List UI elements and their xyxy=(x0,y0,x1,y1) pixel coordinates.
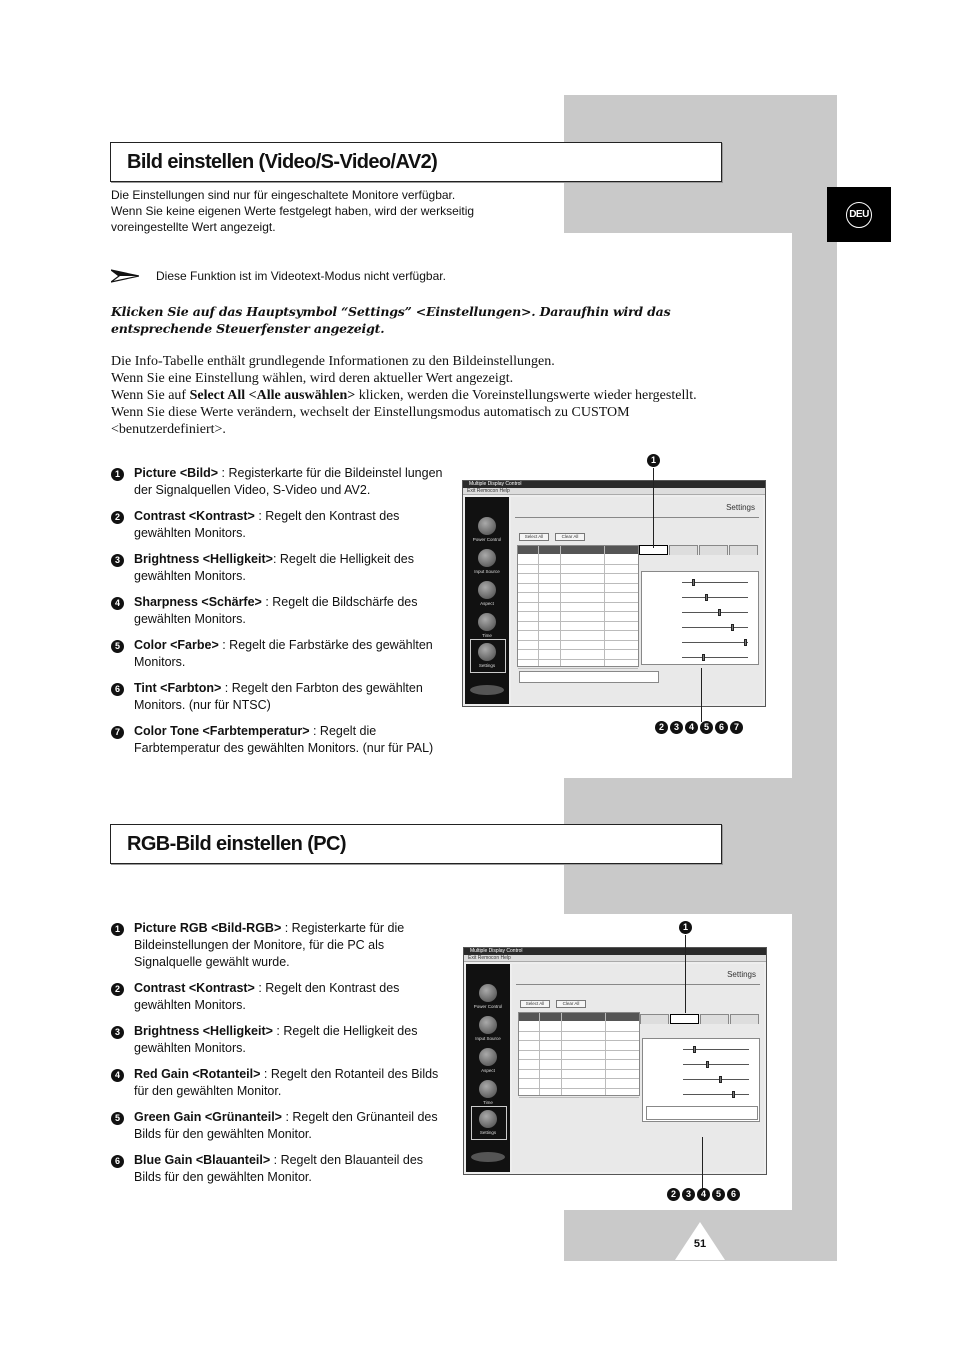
list-number xyxy=(111,637,134,671)
list-number xyxy=(111,1023,134,1057)
slider-handle[interactable] xyxy=(692,579,695,586)
clear-all-button[interactable]: Clear All xyxy=(556,1000,586,1008)
side-panel xyxy=(792,914,837,1210)
info-line: Wenn Sie eine Einstellung wählen, wird deren aktueller Wert angezeigt. xyxy=(111,371,514,386)
list-text xyxy=(134,508,451,542)
settings-label: Settings xyxy=(726,503,755,512)
list-item xyxy=(111,920,451,971)
table-row xyxy=(519,1040,639,1041)
table-row xyxy=(518,621,638,622)
divider xyxy=(516,984,760,985)
input-icon[interactable] xyxy=(479,1016,497,1034)
callout-line xyxy=(702,1137,703,1189)
callout-marker: 2 xyxy=(655,721,668,734)
slider-track[interactable] xyxy=(682,642,748,643)
callout-marker: 1 xyxy=(679,921,692,934)
power-icon[interactable] xyxy=(479,984,497,1002)
list-item xyxy=(111,551,451,585)
app-screenshot xyxy=(462,480,766,707)
note xyxy=(111,269,446,283)
time-icon[interactable] xyxy=(478,613,496,631)
side-menu-label: Time xyxy=(483,1100,493,1105)
number-badge: 5 xyxy=(111,640,124,653)
callout-line xyxy=(685,935,686,1013)
list-item xyxy=(111,680,451,714)
callout-line xyxy=(701,668,702,722)
table-row xyxy=(518,640,638,641)
list-number xyxy=(111,594,134,628)
tab-strip xyxy=(640,1014,760,1024)
list-item xyxy=(111,637,451,671)
aspect-icon[interactable] xyxy=(478,581,496,599)
list-text xyxy=(134,637,451,671)
table-row xyxy=(518,602,638,603)
instruction: Klicken Sie auf das Hauptsymbol “Settings” <Einstellungen>. Daraufhin wird das entsprechende Steuerfenster angezeigt. xyxy=(111,304,671,336)
slider-handle[interactable] xyxy=(693,1046,696,1053)
callout-top xyxy=(679,921,694,934)
samsung-logo xyxy=(470,685,504,695)
grid-column xyxy=(604,546,605,666)
slider-track[interactable] xyxy=(682,597,748,598)
table-row xyxy=(518,659,638,660)
note-text: Diese Funktion ist im Videotext-Modus nicht verfügbar. xyxy=(156,269,446,283)
side-menu-label: Settings xyxy=(479,1130,497,1135)
tab-audio[interactable] xyxy=(699,545,728,555)
table-row xyxy=(518,573,638,574)
list-text xyxy=(134,920,451,971)
power-icon[interactable] xyxy=(478,517,496,535)
list-item xyxy=(111,980,451,1014)
active-menu-frame xyxy=(470,639,506,673)
list-term: Green Gain <Grünanteil> xyxy=(134,1110,282,1124)
info-line: Die Info-Tabelle enthält grundlegende Informationen zu den Bildeinstellungen. xyxy=(111,354,555,369)
list-term: Brightness <Helligkeit> xyxy=(134,1024,273,1038)
number-badge: 3 xyxy=(111,1026,124,1039)
callout-bottom xyxy=(667,1188,742,1201)
side-panel xyxy=(792,233,837,778)
number-badge: 1 xyxy=(111,468,124,481)
monitor-grid[interactable] xyxy=(517,545,639,667)
window-title: Multiple Display Control xyxy=(464,948,766,955)
callout-line xyxy=(653,468,654,548)
list-desc: : Regelt den Rotanteil des Bilds für den gewählten Monitor. xyxy=(134,1067,439,1098)
list-item xyxy=(111,594,451,628)
side-menu-label: Input Source xyxy=(475,1036,501,1041)
list-number xyxy=(111,551,134,585)
list-desc: : Regelt den Blauanteil des Bilds für den gewählten Monitor. xyxy=(134,1153,424,1184)
callout-marker: 5 xyxy=(700,721,713,734)
list-text xyxy=(134,1109,451,1143)
slider-handle[interactable] xyxy=(705,594,708,601)
info-line xyxy=(111,387,781,404)
number-badge: 2 xyxy=(111,983,124,996)
info-bold: Select All <Alle auswählen> xyxy=(189,388,356,403)
list-desc: : Regelt die Helligkeit des gewählten Monitors. xyxy=(134,552,414,583)
info-line: Wenn Sie diese Werte verändern, wechselt der Einstellungsmodus automatisch zu CUSTOM xyxy=(111,405,630,420)
language-tab xyxy=(827,187,891,242)
slider-handle[interactable] xyxy=(732,1091,735,1098)
list-term: Red Gain <Rotanteil> xyxy=(134,1067,261,1081)
callout-marker: 5 xyxy=(712,1188,725,1201)
info-message xyxy=(646,1106,758,1120)
info-text: klicken, werden die Voreinstellungswerte wieder hergestellt. xyxy=(355,388,697,403)
list-desc: : Registerkarte für die Bildeinstellungen der Monitore, für die PC als Signalquelle gewählt wurde. xyxy=(134,921,405,969)
clear-all-button[interactable]: Clear All xyxy=(555,533,585,541)
slider-handle[interactable] xyxy=(744,639,747,646)
intro-text xyxy=(111,187,551,235)
list-term: Contrast <Kontrast> xyxy=(134,509,255,523)
list-number xyxy=(111,1066,134,1100)
callout-marker: 3 xyxy=(682,1188,695,1201)
tab-picture[interactable] xyxy=(640,1014,669,1024)
number-badge: 4 xyxy=(111,597,124,610)
list-number xyxy=(111,1109,134,1143)
side-menu-label: Power Control xyxy=(472,537,502,542)
list-desc: : Regelt den Kontrast des gewählten Monitors. xyxy=(134,981,400,1012)
slider-track[interactable] xyxy=(683,1094,749,1095)
side-menu-label: Aspect xyxy=(481,1068,495,1073)
list-desc: : Regelt die Farbtemperatur des gewählten Monitors. (nur für PAL) xyxy=(134,724,434,755)
number-badge: 1 xyxy=(111,923,124,936)
slider-handle[interactable] xyxy=(719,1076,722,1083)
menu-bar: Exit Remocon Help xyxy=(463,488,765,495)
table-row xyxy=(519,1031,639,1032)
tab-img-lock[interactable] xyxy=(729,545,758,555)
list-desc: : Regelt den Grünanteil des Bilds für den gewählten Monitor. xyxy=(134,1110,438,1141)
callout-top xyxy=(647,454,662,467)
list-number xyxy=(111,920,134,971)
side-menu-label: Power Control xyxy=(473,1004,503,1009)
divider xyxy=(515,517,759,518)
app-screenshot xyxy=(463,947,767,1175)
list-item xyxy=(111,1152,451,1186)
language-badge: DEU xyxy=(846,202,872,228)
list-desc: : Registerkarte für die Bildeinstel lungen der Signalquellen Video, S-Video und AV2. xyxy=(134,466,443,497)
side-menu-label: Settings xyxy=(478,663,496,668)
list-number xyxy=(111,723,134,757)
side-menu-label: Input Source xyxy=(474,569,500,574)
info-paragraph xyxy=(111,353,781,438)
page-number: 51 xyxy=(693,1238,707,1250)
window-title: Multiple Display Control xyxy=(463,481,765,488)
table-row xyxy=(519,1088,639,1089)
list-term: Sharpness <Schärfe> xyxy=(134,595,262,609)
side-menu xyxy=(466,964,510,1172)
side-menu-label: Time xyxy=(482,633,492,638)
list-number xyxy=(111,980,134,1014)
slider-track[interactable] xyxy=(682,657,748,658)
list-text xyxy=(134,1152,451,1186)
table-row xyxy=(519,1069,639,1070)
grid-column xyxy=(605,1013,606,1095)
section-title xyxy=(110,142,722,182)
tab-audio[interactable] xyxy=(700,1014,729,1024)
aspect-icon[interactable] xyxy=(479,1048,497,1066)
table-row xyxy=(519,1097,639,1098)
active-menu-frame xyxy=(471,1106,507,1140)
list-desc: : Regelt die Helligkeit des gewählten Monitors. xyxy=(134,1024,418,1055)
list-text xyxy=(134,1023,451,1057)
menu-bar: Exit Remocon Help xyxy=(464,955,766,962)
monitor-grid[interactable] xyxy=(518,1012,640,1096)
slider-track[interactable] xyxy=(682,627,748,628)
list-desc: : Regelt die Bildschärfe des gewählten Monitors. xyxy=(134,595,418,626)
main-area xyxy=(512,964,764,1172)
section-title-text: Bild einstellen (Video/S-Video/AV2) xyxy=(127,150,438,173)
main-area xyxy=(511,497,763,704)
note-arrow-icon xyxy=(111,269,139,283)
number-badge: 2 xyxy=(111,511,124,524)
table-row xyxy=(518,583,638,584)
number-badge: 6 xyxy=(111,683,124,696)
info-text: Wenn Sie auf xyxy=(111,388,190,403)
side-menu-label: Aspect xyxy=(480,601,494,606)
callout-marker: 4 xyxy=(697,1188,710,1201)
intro-line: Die Einstellungen sind nur für eingeschaltete Monitore verfügbar. xyxy=(111,188,456,202)
list-text xyxy=(134,594,451,628)
section-title-text: RGB-Bild einstellen (PC) xyxy=(127,832,346,855)
list-text xyxy=(134,465,451,499)
intro-line: voreingestellte Wert angezeigt. xyxy=(111,220,276,234)
list-desc: : Regelt den Kontrast des gewählten Monitors. xyxy=(134,509,400,540)
list-term: Picture <Bild> xyxy=(134,466,219,480)
grid-column xyxy=(538,546,539,666)
list-text xyxy=(134,1066,451,1100)
table-row xyxy=(519,1078,639,1079)
slider-handle[interactable] xyxy=(731,624,734,631)
slider-handle[interactable] xyxy=(706,1061,709,1068)
table-row xyxy=(518,564,638,565)
info-line: <benutzerdefiniert>. xyxy=(111,422,226,437)
callout-marker: 1 xyxy=(647,454,660,467)
select-all-button[interactable]: Select All xyxy=(520,1000,550,1008)
number-badge: 7 xyxy=(111,726,124,739)
number-badge: 6 xyxy=(111,1155,124,1168)
callout-marker: 4 xyxy=(685,721,698,734)
select-all-button[interactable]: Select All xyxy=(519,533,549,541)
intro-line: Wenn Sie keine eigenen Werte festgelegt haben, wird der werkseitig xyxy=(111,204,475,218)
list-item xyxy=(111,723,451,757)
tab-picture-rgb[interactable] xyxy=(669,545,698,555)
grid-header xyxy=(518,546,638,554)
table-row xyxy=(518,611,638,612)
number-badge: 5 xyxy=(111,1112,124,1125)
list-term: Picture RGB <Bild-RGB> xyxy=(134,921,282,935)
list-desc: : Regelt den Farbton des gewählten Monitors. (nur für NTSC) xyxy=(134,681,423,712)
list-item xyxy=(111,1109,451,1143)
list-text xyxy=(134,980,451,1014)
grid-column xyxy=(539,1013,540,1095)
list-term: Blue Gain <Blauanteil> xyxy=(134,1153,271,1167)
table-row xyxy=(518,649,638,650)
list-text xyxy=(134,551,451,585)
callout-marker: 2 xyxy=(667,1188,680,1201)
input-icon[interactable] xyxy=(478,549,496,567)
list-item xyxy=(111,1066,451,1100)
slider-track[interactable] xyxy=(682,612,748,613)
info-message xyxy=(519,671,659,683)
callout-marker: 3 xyxy=(670,721,683,734)
slider-handle[interactable] xyxy=(718,609,721,616)
samsung-logo xyxy=(471,1152,505,1162)
list-number xyxy=(111,1152,134,1186)
callout-marker: 6 xyxy=(715,721,728,734)
callout-marker: 7 xyxy=(730,721,743,734)
list-number xyxy=(111,680,134,714)
slider-track[interactable] xyxy=(683,1064,749,1065)
slider-panel xyxy=(641,571,759,665)
list-text xyxy=(134,680,451,714)
list-text xyxy=(134,723,451,757)
number-badge: 3 xyxy=(111,554,124,567)
callout-bottom xyxy=(655,721,745,734)
list-desc: : Regelt die Farbstärke des gewählten Monitors. xyxy=(134,638,433,669)
tab-strip xyxy=(639,545,759,555)
grid-column xyxy=(561,1013,562,1095)
table-row xyxy=(519,1059,639,1060)
feature-list xyxy=(111,465,451,766)
list-item xyxy=(111,508,451,542)
table-row xyxy=(518,668,638,669)
list-term: Brightness <Helligkeit> xyxy=(134,552,273,566)
list-item xyxy=(111,1023,451,1057)
settings-label: Settings xyxy=(727,970,756,979)
list-number xyxy=(111,465,134,499)
table-row xyxy=(518,630,638,631)
grid-header xyxy=(519,1013,639,1021)
slider-track[interactable] xyxy=(683,1079,749,1080)
list-term: Color <Farbe> xyxy=(134,638,219,652)
table-row xyxy=(518,592,638,593)
slider-handle[interactable] xyxy=(702,654,705,661)
side-menu xyxy=(465,497,509,704)
feature-list xyxy=(111,920,451,1195)
section-title xyxy=(110,824,722,864)
list-term: Contrast <Kontrast> xyxy=(134,981,255,995)
grid-column xyxy=(560,546,561,666)
list-number xyxy=(111,508,134,542)
callout-marker: 6 xyxy=(727,1188,740,1201)
number-badge: 4 xyxy=(111,1069,124,1082)
tab-picture-rgb[interactable] xyxy=(670,1014,699,1024)
list-term: Color Tone <Farbtemperatur> xyxy=(134,724,310,738)
list-term: Tint <Farbton> xyxy=(134,681,222,695)
table-row xyxy=(519,1050,639,1051)
time-icon[interactable] xyxy=(479,1080,497,1098)
list-item xyxy=(111,465,451,499)
tab-img-lock[interactable] xyxy=(730,1014,759,1024)
